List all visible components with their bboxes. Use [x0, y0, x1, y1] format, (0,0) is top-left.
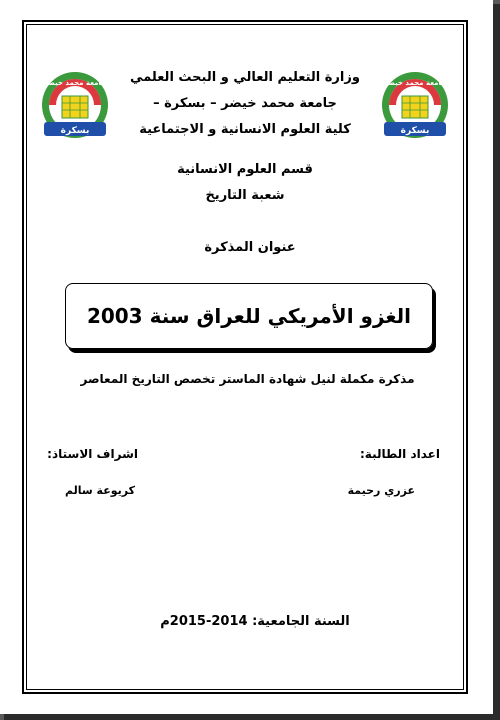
page-shadow-right	[493, 4, 500, 720]
subtitle: مذكرة مكملة لنيل شهادة الماستر تخصص التاريخ المعاصر	[80, 372, 415, 386]
memo-title-box	[65, 283, 433, 349]
department-line: قسم العلوم الانسانية	[177, 162, 313, 177]
university-line: جامعة محمد خيضر – بسكرة –	[153, 96, 337, 111]
faculty-line: كلية العلوم الانسانية و الاجتماعية	[139, 122, 351, 137]
memo-heading: عنوان المذكرة	[204, 240, 296, 255]
academic-year: السنة الجامعية: 2014-2015م	[160, 614, 350, 629]
logo-base-text: بسكرة	[60, 126, 90, 136]
university-logo-left	[40, 70, 110, 140]
student-label: اعداد الطالبة:	[360, 447, 440, 461]
branch-line: شعبة التاريخ	[205, 188, 285, 203]
student-name: عزري رحيمة	[347, 484, 415, 497]
university-logo-right	[380, 70, 450, 140]
ministry-line: وزارة التعليم العالي و البحث العلمي	[130, 70, 360, 85]
page-shadow-bottom	[4, 714, 500, 720]
logo-base-text: بسكرة	[400, 126, 430, 136]
logo-arc-text: جامعة محمد خيضر	[43, 79, 107, 87]
supervisor-name: كريوعة سالم	[65, 484, 135, 497]
supervisor-label: اشراف الاستاذ:	[47, 447, 138, 461]
logo-arc-text: جامعة محمد خيضر	[383, 79, 447, 87]
memo-title: الغزو الأمريكي للعراق سنة 2003	[86, 304, 412, 328]
